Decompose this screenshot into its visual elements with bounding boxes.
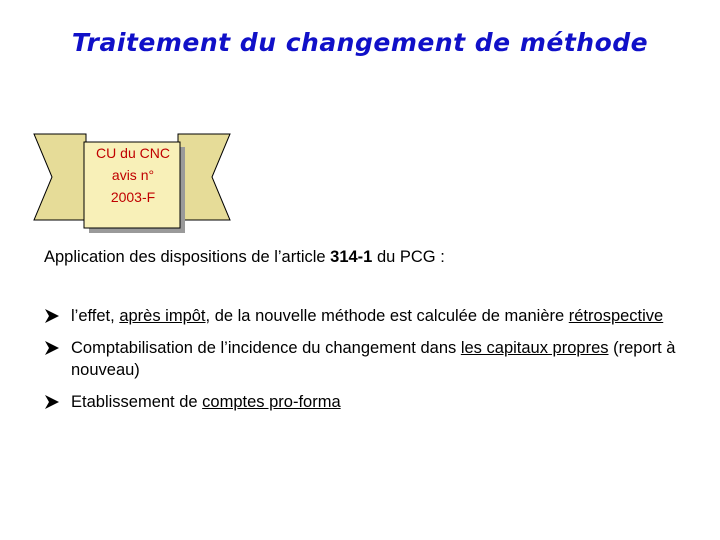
ribbon-left-tail	[34, 134, 86, 220]
bullet-list	[44, 305, 684, 423]
arrow-bullet-icon	[44, 308, 60, 324]
bullet-underlined: rétrospective	[568, 307, 664, 325]
arrow-bullet-icon	[44, 340, 60, 356]
ribbon-text	[84, 142, 182, 208]
ribbon-line: avis n°	[111, 167, 155, 183]
article-number: 314-1	[330, 248, 373, 266]
list-item	[44, 337, 684, 381]
intro-before: Application des dispositions de l’article	[44, 248, 331, 266]
bullet-text: Etablissement de	[71, 393, 203, 411]
arrow-bullet-icon	[44, 394, 60, 410]
ribbon-banner	[28, 128, 238, 238]
intro-after: du PCG :	[372, 248, 445, 266]
ribbon-line: 2003-F	[110, 189, 156, 205]
bullet-text: (report à nouveau)	[71, 339, 676, 379]
ribbon-line: CU du CNC	[96, 145, 170, 161]
ribbon-right-tail	[178, 134, 230, 220]
list-item	[44, 305, 684, 327]
bullet-underlined: comptes pro-forma	[202, 393, 341, 411]
slide-title: Traitement du changement de méthode	[71, 28, 649, 57]
list-item	[44, 391, 684, 413]
intro-text	[44, 248, 684, 267]
bullet-underlined: après impôt	[119, 307, 206, 325]
bullet-underlined: les capitaux propres	[460, 339, 609, 357]
bullet-text: l’effet,	[71, 307, 120, 325]
bullet-text: , de la nouvelle méthode est calculée de manière	[205, 307, 569, 325]
bullet-text: Comptabilisation de l’incidence du changement dans	[71, 339, 461, 357]
